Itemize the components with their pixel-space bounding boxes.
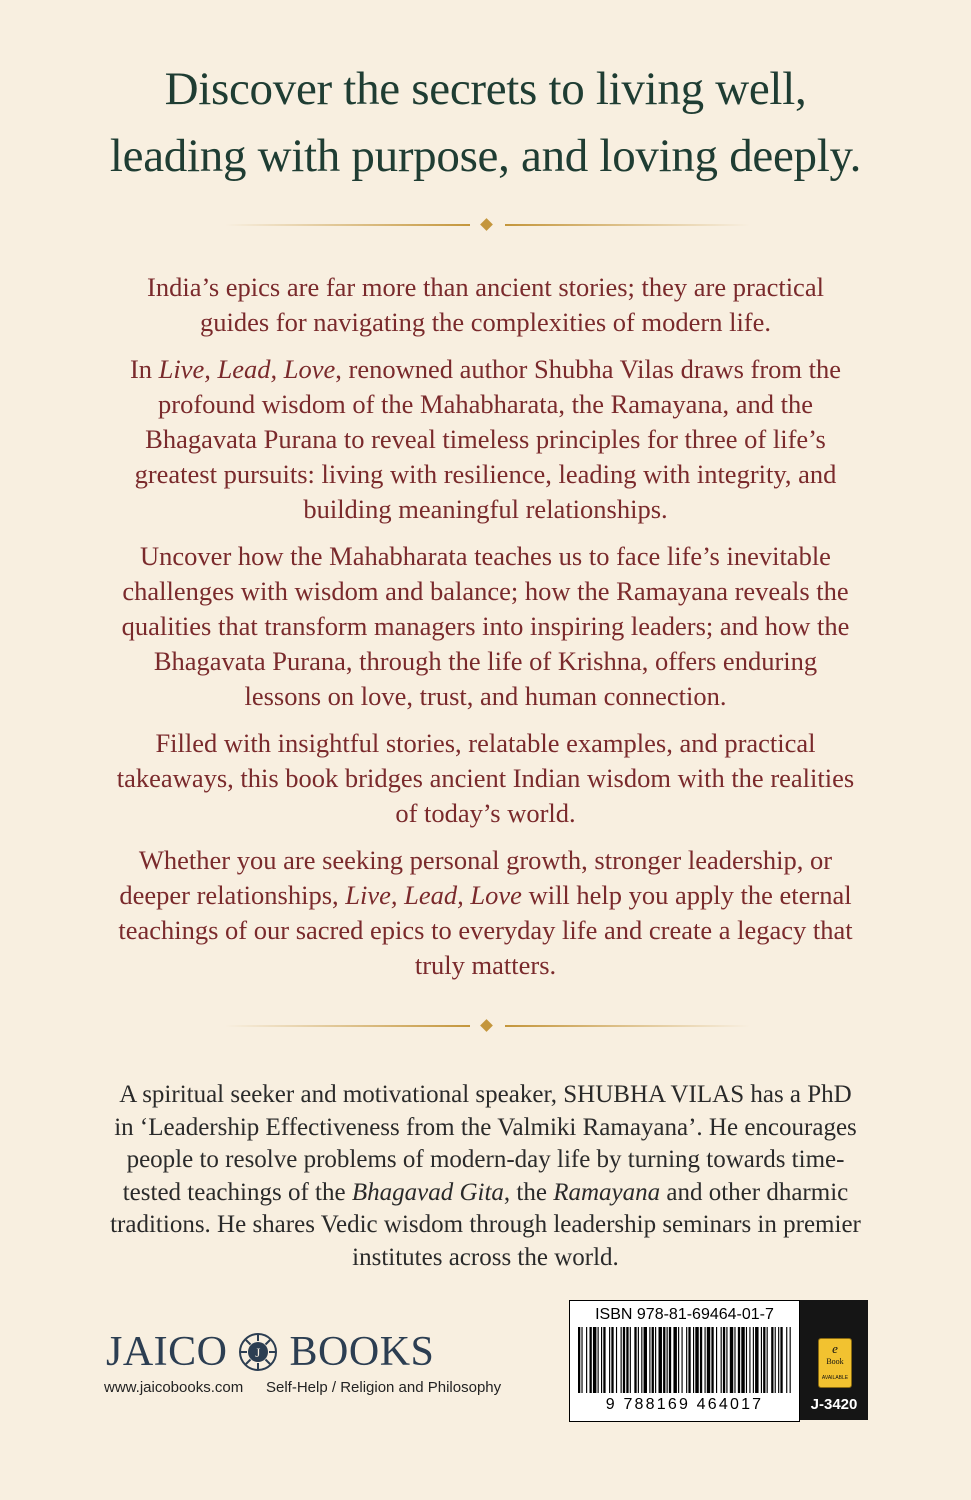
isbn-barcode bbox=[569, 1300, 800, 1422]
barcode-digits: 9 788169 464017 bbox=[605, 1396, 764, 1413]
headline-line: Discover the secrets to living well, bbox=[164, 63, 807, 115]
book-category: Self-Help / Religion and Philosophy bbox=[266, 1379, 502, 1396]
diamond-ornament-icon bbox=[480, 218, 493, 231]
publisher-url: www.jaicobooks.com bbox=[104, 1379, 244, 1396]
description-paragraph: Filled with insightful stories, relatable examples, and practical takeaways, this book bridges ancient Indian wisdom with the realities of today’s world. bbox=[116, 728, 855, 828]
publisher-emblem-icon bbox=[238, 1332, 278, 1372]
divider-line bbox=[505, 1025, 750, 1027]
book-title: Live, Lead, Love bbox=[158, 354, 336, 384]
description-paragraph: Whether you are seeking personal growth, stronger leadership, or deeper relationships, Live, Lead, Love will help you apply the eternal teachings of our sacred epics to everyday life and create a legacy that truly matters. bbox=[118, 845, 853, 980]
ornamental-divider-bottom bbox=[225, 1019, 750, 1033]
svg-text:J: J bbox=[254, 1345, 261, 1360]
diamond-ornament-icon bbox=[480, 1019, 493, 1032]
publisher-name-left: JAICO bbox=[106, 1329, 228, 1375]
headline-line: leading with purpose, and loving deeply. bbox=[109, 130, 862, 182]
divider-line bbox=[505, 224, 750, 226]
description-paragraph: Uncover how the Mahabharata teaches us to face life’s inevitable challenges with wisdom and balance; how the Ramayana reveals the qualities that transform managers into inspiring leaders; and how the Bhagavata Purana, through the life of Krishna, offers enduring lessons on love, trust, and human connection. bbox=[121, 541, 850, 711]
publisher-logo bbox=[106, 1328, 434, 1376]
description-paragraph: In Live, Lead, Love, renowned author Shubha Vilas draws from the profound wisdom of the Mahabharata, the Ramayana, and the Bhagavata Purana to reveal timeless principles for three of life’s greatest pursuits: living with resilience, leading with integrity, and building meaningful relationships. bbox=[129, 354, 842, 524]
ebook-available-icon: e Book AVAILABLE bbox=[818, 1338, 852, 1388]
description-paragraph: India’s epics are far more than ancient stories; they are practical guides for navigating the complexities of modern life. bbox=[147, 272, 824, 337]
ebook-panel bbox=[800, 1300, 868, 1420]
headline bbox=[0, 56, 971, 190]
divider-line bbox=[225, 224, 470, 226]
book-title: Live, Lead, Love bbox=[345, 880, 522, 910]
book-description bbox=[80, 270, 891, 995]
divider-line bbox=[225, 1025, 470, 1027]
ornamental-divider-top bbox=[225, 218, 750, 232]
isbn-label: ISBN 978-81-69464-01-7 bbox=[595, 1306, 774, 1323]
barcode-bars-icon bbox=[576, 1327, 793, 1395]
author-bio: A spiritual seeker and motivational speaker, SHUBHA VILAS has a PhD in ‘Leadership Effectiveness from the Valmiki Ramayana’. He encourages people to resolve problems of modern-day life by turning towards time- tested teachings of the Bhagavad Gita, the Ramayana and other dharmic traditions. He shares Vedic wisdom through leadership seminars in premier institutes across the world. bbox=[110, 1081, 861, 1271]
product-code: J-3420 bbox=[810, 1396, 858, 1413]
publisher-name-right: BOOKS bbox=[289, 1329, 435, 1375]
